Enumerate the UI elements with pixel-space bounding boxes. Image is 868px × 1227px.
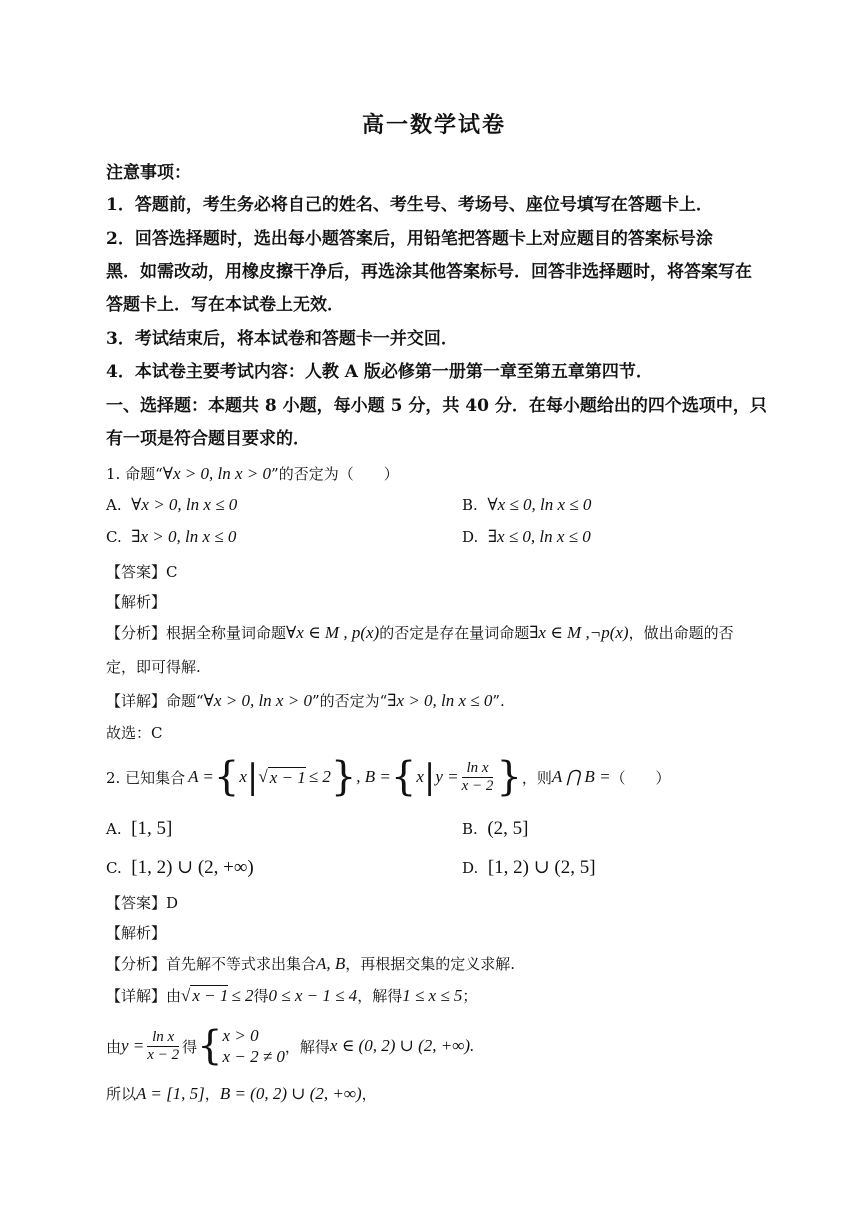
option-text: (2, 5] bbox=[487, 818, 529, 839]
notice-heading: 注意事项： bbox=[106, 163, 191, 183]
q1-option-c bbox=[106, 527, 236, 547]
option-label: A. bbox=[106, 496, 122, 514]
q1-detail bbox=[106, 690, 505, 711]
q1-answer: 【答案】C bbox=[106, 563, 178, 581]
q1-option-a bbox=[106, 495, 237, 515]
sqrt-icon: √ bbox=[258, 767, 268, 786]
notice-item-1: 1．答题前，考生务必将自己的姓名、考生号、考场号、座位号填写在答题卡上． bbox=[106, 195, 713, 215]
analysis-text: 【分析】首先解不等式求出集合 bbox=[106, 955, 317, 973]
q2-conclusion bbox=[106, 1083, 377, 1104]
detail-math: 0 ≤ x − 1 ≤ 4 bbox=[268, 986, 358, 1005]
analysis-text: 【分析】根据全称量词命题 bbox=[106, 624, 287, 642]
analysis-math: ∀x ∈ M , p(x) bbox=[286, 623, 380, 642]
set-b-y: y = bbox=[435, 767, 459, 786]
option-text: ∀x ≤ 0, ln x ≤ 0 bbox=[487, 495, 592, 514]
option-label: D. bbox=[462, 528, 479, 546]
option-label: B. bbox=[462, 496, 478, 514]
option-text: [1, 2) ∪ (2, +∞) bbox=[131, 857, 254, 878]
fraction-numerator: ln x bbox=[147, 1029, 179, 1047]
q1-jiexi: 【解析】 bbox=[106, 593, 167, 611]
detail-math: ≤ 2 bbox=[231, 986, 254, 1005]
detail-math: x ∈ (0, 2) ∪ (2, +∞). bbox=[329, 1036, 475, 1055]
notice-item-4: 4．本试卷主要考试内容：人教 A 版必修第一册第一章至第五章第四节． bbox=[106, 362, 653, 382]
fraction-numerator: ln x bbox=[462, 760, 494, 778]
detail-text: 得 bbox=[253, 987, 269, 1005]
option-text: ∀x > 0, ln x ≤ 0 bbox=[131, 495, 238, 514]
q2-jiexi: 【解析】 bbox=[106, 924, 167, 942]
detail-text: ， bbox=[204, 1085, 220, 1103]
set-b-fraction bbox=[462, 760, 494, 795]
notice-item-2-line-1: 2．回答选择题时，选出每小题答案后，用铅笔把答题卡上对应题目的答案标号涂 bbox=[106, 229, 713, 249]
section-heading-line-2: 有一项是符合题目要求的． bbox=[106, 429, 310, 449]
analysis-text: ，做出命题的否 bbox=[628, 624, 734, 642]
detail-math: ∀x > 0, ln x > 0 bbox=[203, 691, 312, 710]
detail-text: ，解得 bbox=[284, 1037, 330, 1056]
detail-radicand: x − 1 bbox=[192, 986, 229, 1005]
notice-item-3: 3．考试结束后，将本试卷和答题卡一并交回． bbox=[106, 329, 458, 349]
detail-text: 【详解】由 bbox=[106, 987, 182, 1005]
option-text: [1, 5] bbox=[131, 818, 173, 839]
q1-option-d bbox=[462, 527, 591, 547]
q2-analysis bbox=[106, 953, 515, 974]
q1-statement: ∀x > 0, ln x > 0 bbox=[162, 464, 272, 483]
option-label: D. bbox=[462, 859, 479, 877]
set-b-var: x bbox=[416, 767, 424, 786]
detail-math: B = (0, 2) ∪ (2, +∞) bbox=[219, 1084, 362, 1103]
detail-text: ”的否定为“ bbox=[311, 692, 388, 710]
detail-text: ”. bbox=[492, 692, 505, 710]
brace-open-icon: { bbox=[213, 754, 240, 800]
q1-analysis bbox=[106, 622, 734, 643]
page-title: 高一数学试卷 bbox=[361, 112, 506, 138]
notice-item-2-line-3: 答题卡上．写在本试卷上无效． bbox=[106, 295, 344, 315]
set-a-var: x bbox=[239, 767, 247, 786]
detail-math: y = bbox=[121, 1036, 145, 1055]
q1-analysis-line-2: 定，即可得解. bbox=[106, 658, 201, 676]
q1-prefix: 1. 命题“ bbox=[106, 465, 163, 483]
detail-text: 由 bbox=[106, 1037, 122, 1056]
q2-option-a bbox=[106, 818, 172, 840]
analysis-math: A, B bbox=[316, 954, 346, 973]
brace-close-icon: } bbox=[496, 754, 522, 800]
brace-close-icon: } bbox=[330, 754, 357, 800]
brace-open-icon: { bbox=[390, 754, 417, 800]
detail-text: ， bbox=[361, 1085, 377, 1103]
option-text: ∃x > 0, ln x ≤ 0 bbox=[131, 527, 237, 546]
q2-after: ，则 bbox=[521, 768, 552, 787]
analysis-text: 的否定是存在量词命题 bbox=[379, 624, 530, 642]
q2-detail bbox=[106, 985, 477, 1006]
q2-answer: 【答案】D bbox=[106, 894, 179, 912]
detail-text: ，解得 bbox=[357, 987, 403, 1005]
option-label: C. bbox=[106, 859, 122, 877]
question-1-stem bbox=[106, 463, 399, 484]
bar-icon: | bbox=[423, 757, 436, 797]
option-label: A. bbox=[106, 820, 122, 838]
detail-text: 得 bbox=[182, 1037, 198, 1056]
option-text: [1, 2) ∪ (2, 5] bbox=[487, 857, 596, 878]
option-text: ∃x ≤ 0, ln x ≤ 0 bbox=[487, 527, 591, 546]
q1-suffix: ”的否定为（ ） bbox=[271, 465, 399, 483]
fraction-denominator: x − 2 bbox=[147, 1046, 180, 1063]
brace-open-icon: { bbox=[197, 1023, 223, 1069]
system-row: x − 2 ≠ 0 bbox=[222, 1047, 285, 1066]
detail-text: 所以 bbox=[106, 1085, 137, 1103]
bar-icon: | bbox=[246, 757, 259, 797]
set-a-label: A = bbox=[188, 767, 214, 786]
notice-item-2-line-2: 黑．如需改动，用橡皮擦干净后，再选涂其他答案标号．回答非选择题时，将答案写在 bbox=[106, 262, 752, 282]
detail-text: ； bbox=[462, 987, 478, 1005]
q1-option-b bbox=[462, 495, 591, 515]
question-2-stem bbox=[106, 755, 671, 799]
set-a-radicand: x − 1 bbox=[269, 767, 306, 787]
system-row: x > 0 bbox=[222, 1026, 259, 1045]
detail-fraction bbox=[147, 1029, 179, 1064]
set-a-bound: ≤ 2 bbox=[308, 767, 331, 786]
q1-choice: 故选：C bbox=[106, 724, 163, 742]
q2-option-b bbox=[462, 818, 529, 840]
detail-math: ∃x > 0, ln x ≤ 0 bbox=[387, 691, 493, 710]
q2-paren: （ ） bbox=[610, 768, 671, 787]
detail-math: 1 ≤ x ≤ 5 bbox=[402, 986, 463, 1005]
analysis-text: ，再根据交集的定义求解. bbox=[345, 955, 516, 973]
q2-intersection: A ⋂ B = bbox=[551, 767, 611, 786]
option-label: B. bbox=[462, 820, 478, 838]
detail-math: A = [1, 5] bbox=[136, 1084, 205, 1103]
sqrt-icon: √ bbox=[181, 986, 191, 1005]
inequality-system bbox=[223, 1025, 285, 1067]
fraction-denominator: x − 2 bbox=[461, 777, 494, 794]
set-b-label: , B = bbox=[356, 767, 391, 786]
q2-prefix: 2. 已知集合 bbox=[106, 768, 186, 787]
analysis-math: ∃x ∈ M ,¬p(x) bbox=[529, 623, 629, 642]
option-label: C. bbox=[106, 528, 122, 546]
section-heading-line-1: 一、选择题：本题共 8 小题，每小题 5 分，共 40 分．在每小题给出的四个选项中，只 bbox=[106, 396, 767, 416]
q2-option-d bbox=[462, 856, 596, 879]
q2-detail-line-2 bbox=[106, 1022, 474, 1070]
q2-option-c bbox=[106, 856, 254, 879]
detail-text: 【详解】命题“ bbox=[106, 692, 204, 710]
